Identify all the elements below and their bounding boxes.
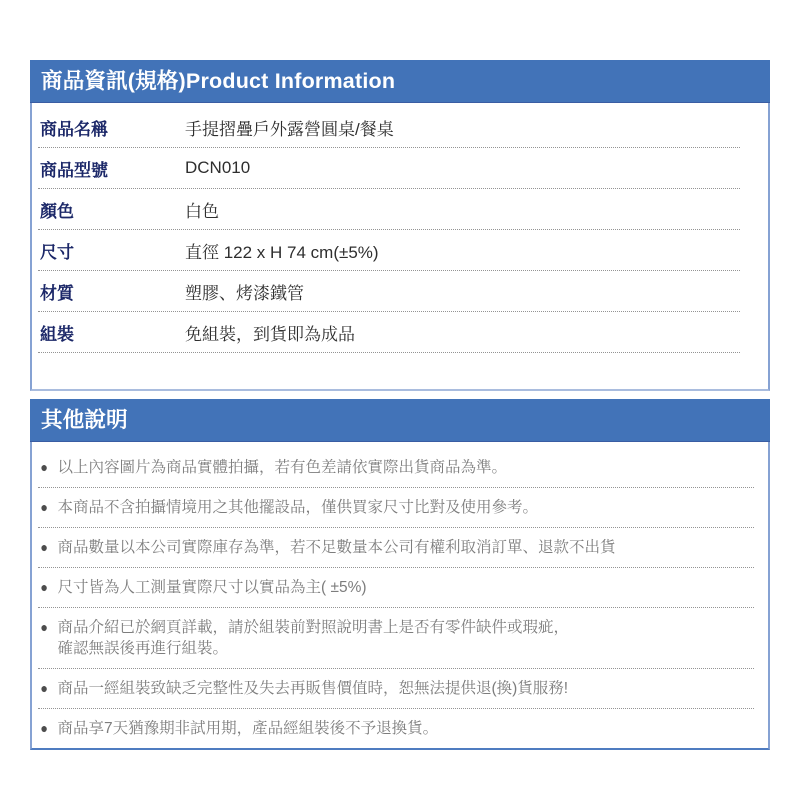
note-text xyxy=(57,617,569,659)
note-text: 商品數量以本公司實際庫存為準，若不足數量本公司有權利取消訂單、退款不出貨 xyxy=(57,539,616,556)
spec-label-size: 尺寸 xyxy=(40,242,74,262)
note-text: 商品一經組裝致缺乏完整性及失去再販售價值時，恕無法提供退(換)貨服務! xyxy=(57,680,569,697)
spec-row-assembly xyxy=(32,312,768,352)
other-notes-header xyxy=(30,399,770,442)
spec-row-color xyxy=(32,189,768,229)
note-text: 商品享7天猶豫期非試用期，產品經組裝後不予退換貨。 xyxy=(57,720,439,737)
bullet-icon: ● xyxy=(40,720,49,736)
spec-value-name: 手提摺疊戶外露營圓桌/餐桌 xyxy=(185,119,394,139)
spec-value-color: 白色 xyxy=(185,201,219,221)
product-info-header xyxy=(30,60,770,103)
note-item xyxy=(32,568,768,607)
spec-value-material: 塑膠、烤漆鐵管 xyxy=(185,283,304,303)
spec-label-assembly: 組裝 xyxy=(40,324,74,344)
note-item xyxy=(32,448,768,487)
spec-label-color: 顏色 xyxy=(40,201,74,221)
spec-value-model: DCN010 xyxy=(185,158,251,177)
bullet-icon: ● xyxy=(40,539,49,555)
spec-label-model: 商品型號 xyxy=(40,160,108,180)
notes-list xyxy=(30,442,770,750)
note-item xyxy=(32,709,768,748)
other-notes-header-title: 其他說明 xyxy=(41,408,128,432)
spec-value-size: 直徑 122 x H 74 cm(±5%) xyxy=(185,242,379,262)
note-text: 本商品不含拍攝情境用之其他擺設品，僅供買家尺寸比對及使用參考。 xyxy=(57,499,538,516)
note-item xyxy=(32,488,768,527)
note-item xyxy=(32,669,768,708)
bullet-icon: ● xyxy=(40,579,49,595)
spec-label-material: 材質 xyxy=(40,283,74,303)
note-text: 尺寸皆為人工測量實際尺寸以實品為主( ±5%) xyxy=(57,579,367,596)
spec-label-name: 商品名稱 xyxy=(40,119,108,139)
spec-row-material xyxy=(32,271,768,311)
product-info-header-title: 商品資訊(規格)Product Information xyxy=(41,69,396,93)
spec-row-size xyxy=(32,230,768,270)
note-item xyxy=(32,608,768,668)
product-info-section xyxy=(30,60,770,391)
row-separator xyxy=(38,352,740,353)
spec-table xyxy=(30,103,770,391)
bullet-icon: ● xyxy=(40,459,49,475)
bullet-icon: ● xyxy=(40,680,49,696)
spec-row-model xyxy=(32,148,768,188)
other-notes-section xyxy=(30,399,770,750)
note-text-line1: 商品介紹已於網頁詳載，請於組裝前對照說明書上是否有零件缺件或瑕疵， xyxy=(57,619,569,636)
note-text: 以上內容圖片為商品實體拍攝，若有色差請依實際出貨商品為準。 xyxy=(57,459,507,476)
note-text-line2: 確認無誤後再進行組裝。 xyxy=(57,640,228,657)
note-item xyxy=(32,528,768,567)
section-gap xyxy=(30,391,770,399)
spec-value-assembly: 免組裝，到貨即為成品 xyxy=(185,324,355,344)
bullet-icon: ● xyxy=(40,619,49,635)
spec-row-name xyxy=(32,107,768,147)
bullet-icon: ● xyxy=(40,499,49,515)
